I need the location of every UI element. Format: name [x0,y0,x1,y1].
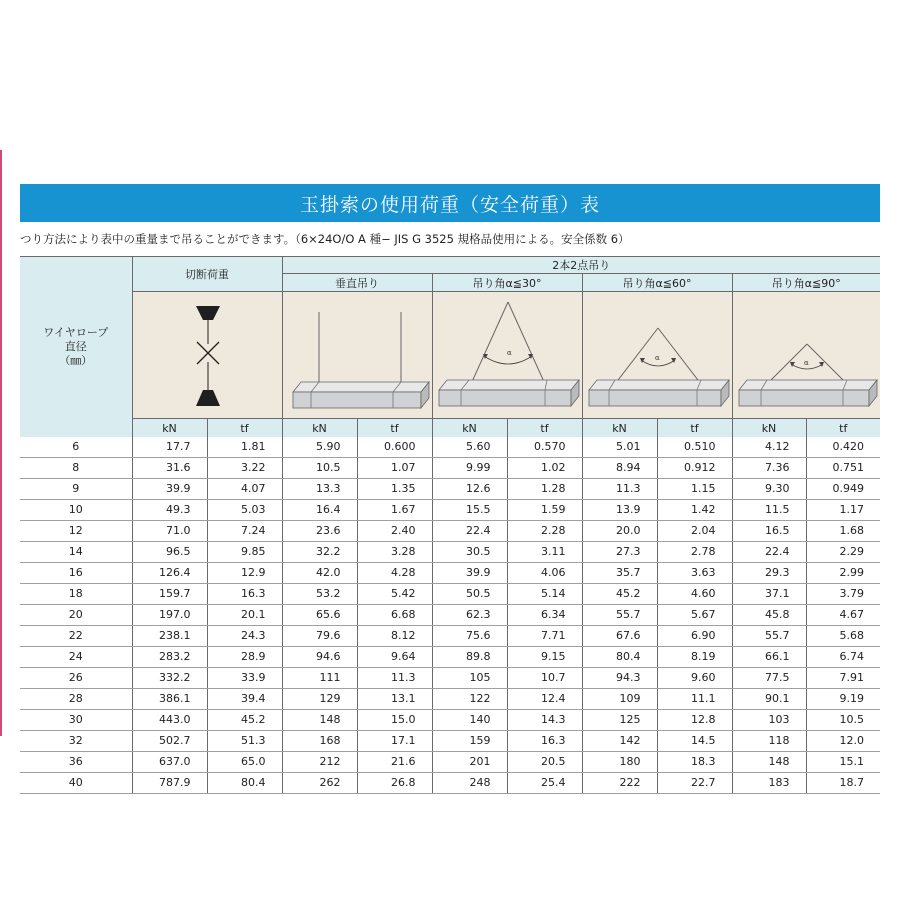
vertical-lift-label: 垂直吊り [335,276,379,290]
table-row [20,647,880,668]
cell-breaking-kn: 283.2 [132,647,207,668]
cell-diameter: 10 [20,500,132,521]
cell-angle90-tf: 12.0 [806,731,880,752]
cell-angle30-kn: 159 [432,731,507,752]
vertical-lift-header [282,274,432,292]
cell-vertical-tf: 1.35 [357,479,432,500]
angle90-header [732,274,880,292]
cell-vertical-kn: 5.90 [282,437,357,458]
cell-diameter: 14 [20,542,132,563]
cell-breaking-tf: 28.9 [207,647,282,668]
cell-diameter: 20 [20,605,132,626]
table-row [20,668,880,689]
angle60-label: 吊り角α≦60° [622,276,692,290]
cell-diameter: 16 [20,563,132,584]
cell-angle60-tf: 4.60 [657,584,732,605]
cell-angle90-kn: 4.12 [732,437,806,458]
table-body [20,437,880,794]
cell-angle60-tf: 8.19 [657,647,732,668]
cell-angle30-kn: 12.6 [432,479,507,500]
cell-breaking-kn: 17.7 [132,437,207,458]
cell-angle90-kn: 103 [732,710,806,731]
cell-diameter: 18 [20,584,132,605]
cell-angle30-kn: 75.6 [432,626,507,647]
cell-angle90-kn: 29.3 [732,563,806,584]
cell-angle30-kn: 122 [432,689,507,710]
table-row [20,773,880,794]
cell-angle30-kn: 15.5 [432,500,507,521]
cell-vertical-kn: 212 [282,752,357,773]
cell-vertical-kn: 16.4 [282,500,357,521]
cell-angle30-tf: 2.28 [507,521,582,542]
cell-angle60-tf: 0.912 [657,458,732,479]
cell-angle60-kn: 80.4 [582,647,657,668]
cell-angle90-tf: 1.68 [806,521,880,542]
cell-angle60-kn: 109 [582,689,657,710]
unit-breaking-tf: tf [207,419,282,438]
cell-angle30-tf: 3.11 [507,542,582,563]
cell-angle90-tf: 0.751 [806,458,880,479]
vertical-lift-icon [283,292,433,418]
cell-breaking-kn: 197.0 [132,605,207,626]
table-row [20,479,880,500]
unit-angle90-kn: kN [732,419,806,438]
cell-breaking-kn: 637.0 [132,752,207,773]
cell-vertical-kn: 23.6 [282,521,357,542]
cell-angle60-kn: 142 [582,731,657,752]
cell-breaking-tf: 9.85 [207,542,282,563]
cell-diameter: 6 [20,437,132,458]
two-point-header [282,257,880,274]
cell-angle30-kn: 201 [432,752,507,773]
cell-angle30-tf: 0.570 [507,437,582,458]
rope-diameter-label-2: 直径 [64,340,87,353]
cell-breaking-tf: 20.1 [207,605,282,626]
cell-breaking-tf: 51.3 [207,731,282,752]
rope-diameter-header [20,257,132,438]
cell-vertical-tf: 0.600 [357,437,432,458]
table-row [20,542,880,563]
angle30-diagram [432,292,582,419]
cell-vertical-tf: 9.64 [357,647,432,668]
cell-breaking-kn: 332.2 [132,668,207,689]
breaking-load-header [132,257,282,292]
cell-vertical-kn: 111 [282,668,357,689]
cell-angle90-tf: 9.19 [806,689,880,710]
breaking-load-label: 切断荷重 [185,268,229,281]
cell-angle60-tf: 22.7 [657,773,732,794]
cell-angle60-kn: 27.3 [582,542,657,563]
table-row [20,689,880,710]
cell-breaking-tf: 16.3 [207,584,282,605]
cell-angle30-tf: 6.34 [507,605,582,626]
cell-vertical-kn: 79.6 [282,626,357,647]
table-header [20,257,880,438]
cell-angle90-kn: 183 [732,773,806,794]
cell-diameter: 26 [20,668,132,689]
cell-angle30-tf: 1.59 [507,500,582,521]
cell-vertical-tf: 4.28 [357,563,432,584]
cell-angle90-kn: 7.36 [732,458,806,479]
cell-angle90-tf: 1.17 [806,500,880,521]
cell-angle90-kn: 37.1 [732,584,806,605]
cell-angle60-tf: 14.5 [657,731,732,752]
two-point-label: 2本2点吊り [552,259,611,272]
cell-angle90-tf: 3.79 [806,584,880,605]
subtitle-note: つり方法により表中の重量まで吊ることができます。（6×24O/O A 種− JIS G 3525 規格品使用による。安全係数 6） [20,232,630,246]
cell-angle30-tf: 1.02 [507,458,582,479]
cell-angle60-tf: 11.1 [657,689,732,710]
table-row [20,731,880,752]
cell-angle60-tf: 12.8 [657,710,732,731]
cell-vertical-kn: 53.2 [282,584,357,605]
sling-90-icon [733,292,881,418]
cell-vertical-kn: 10.5 [282,458,357,479]
cell-vertical-kn: 42.0 [282,563,357,584]
breaking-test-icon [133,292,283,418]
unit-angle60-tf: tf [657,419,732,438]
angle90-alpha-label: α [803,359,809,367]
unit-vertical-kn: kN [282,419,357,438]
cell-vertical-tf: 15.0 [357,710,432,731]
cell-angle60-kn: 222 [582,773,657,794]
cell-angle90-kn: 22.4 [732,542,806,563]
cell-angle90-tf: 7.91 [806,668,880,689]
cell-vertical-kn: 262 [282,773,357,794]
sling-30-icon [433,292,583,418]
cell-angle90-tf: 10.5 [806,710,880,731]
cell-angle60-kn: 13.9 [582,500,657,521]
table-row [20,521,880,542]
cell-angle90-kn: 66.1 [732,647,806,668]
breaking-test-diagram [132,292,282,419]
cell-angle90-kn: 55.7 [732,626,806,647]
table-row [20,584,880,605]
cell-diameter: 32 [20,731,132,752]
cell-angle30-tf: 4.06 [507,563,582,584]
cell-breaking-kn: 71.0 [132,521,207,542]
page-title-text: 玉掛索の使用荷重（安全荷重）表 [299,193,600,216]
cell-angle60-tf: 1.42 [657,500,732,521]
cell-breaking-kn: 238.1 [132,626,207,647]
cell-angle60-kn: 20.0 [582,521,657,542]
unit-vertical-tf: tf [357,419,432,438]
angle60-alpha-label: α [654,354,660,362]
cell-breaking-kn: 126.4 [132,563,207,584]
cell-breaking-kn: 443.0 [132,710,207,731]
cell-angle60-kn: 180 [582,752,657,773]
cell-angle30-tf: 14.3 [507,710,582,731]
cell-angle90-tf: 0.420 [806,437,880,458]
cell-breaking-kn: 502.7 [132,731,207,752]
cell-breaking-tf: 80.4 [207,773,282,794]
angle30-label: 吊り角α≦30° [472,276,542,290]
cell-angle90-tf: 4.67 [806,605,880,626]
left-accent-line [0,150,2,736]
cell-angle90-tf: 6.74 [806,647,880,668]
load-table [20,256,880,794]
cell-breaking-kn: 787.9 [132,773,207,794]
cell-diameter: 8 [20,458,132,479]
cell-vertical-kn: 168 [282,731,357,752]
cell-angle90-kn: 11.5 [732,500,806,521]
cell-vertical-kn: 129 [282,689,357,710]
cell-breaking-tf: 33.9 [207,668,282,689]
cell-vertical-tf: 6.68 [357,605,432,626]
cell-breaking-kn: 31.6 [132,458,207,479]
rope-diameter-label-3: （㎜） [59,354,93,367]
cell-vertical-kn: 65.6 [282,605,357,626]
table-row [20,605,880,626]
cell-breaking-tf: 4.07 [207,479,282,500]
cell-angle30-kn: 62.3 [432,605,507,626]
angle90-label: 吊り角α≦90° [771,276,841,290]
cell-vertical-tf: 17.1 [357,731,432,752]
cell-angle60-kn: 55.7 [582,605,657,626]
table-row [20,500,880,521]
cell-angle30-kn: 39.9 [432,563,507,584]
cell-angle30-tf: 9.15 [507,647,582,668]
cell-breaking-tf: 7.24 [207,521,282,542]
angle30-header [432,274,582,292]
angle60-header [582,274,732,292]
angle90-diagram [732,292,880,419]
cell-angle30-tf: 12.4 [507,689,582,710]
cell-vertical-tf: 1.07 [357,458,432,479]
cell-breaking-tf: 5.03 [207,500,282,521]
cell-vertical-kn: 32.2 [282,542,357,563]
cell-vertical-kn: 94.6 [282,647,357,668]
vertical-lift-diagram [282,292,432,419]
cell-angle60-tf: 1.15 [657,479,732,500]
cell-vertical-kn: 148 [282,710,357,731]
cell-angle30-kn: 105 [432,668,507,689]
cell-angle30-kn: 22.4 [432,521,507,542]
unit-angle30-tf: tf [507,419,582,438]
cell-angle60-kn: 125 [582,710,657,731]
cell-diameter: 9 [20,479,132,500]
cell-angle30-tf: 20.5 [507,752,582,773]
cell-diameter: 22 [20,626,132,647]
cell-angle30-tf: 7.71 [507,626,582,647]
angle30-alpha-label: α [506,349,512,357]
cell-breaking-kn: 96.5 [132,542,207,563]
cell-angle30-kn: 89.8 [432,647,507,668]
cell-angle90-kn: 90.1 [732,689,806,710]
cell-angle90-tf: 18.7 [806,773,880,794]
cell-breaking-kn: 49.3 [132,500,207,521]
cell-breaking-tf: 12.9 [207,563,282,584]
cell-vertical-kn: 13.3 [282,479,357,500]
sling-60-icon [583,292,733,418]
cell-vertical-tf: 11.3 [357,668,432,689]
cell-angle60-kn: 94.3 [582,668,657,689]
cell-angle90-kn: 118 [732,731,806,752]
cell-breaking-tf: 39.4 [207,689,282,710]
cell-angle60-tf: 9.60 [657,668,732,689]
cell-angle90-kn: 77.5 [732,668,806,689]
cell-angle60-kn: 5.01 [582,437,657,458]
cell-angle60-tf: 18.3 [657,752,732,773]
cell-angle30-kn: 50.5 [432,584,507,605]
cell-angle60-tf: 6.90 [657,626,732,647]
cell-angle60-kn: 11.3 [582,479,657,500]
unit-angle30-kn: kN [432,419,507,438]
table-row [20,626,880,647]
page-title [20,184,880,222]
cell-angle60-tf: 2.04 [657,521,732,542]
cell-vertical-tf: 3.28 [357,542,432,563]
cell-angle60-kn: 45.2 [582,584,657,605]
cell-breaking-kn: 386.1 [132,689,207,710]
cell-vertical-tf: 21.6 [357,752,432,773]
cell-angle90-kn: 9.30 [732,479,806,500]
cell-angle30-kn: 9.99 [432,458,507,479]
cell-angle90-tf: 0.949 [806,479,880,500]
cell-vertical-tf: 1.67 [357,500,432,521]
table-row [20,752,880,773]
table-row [20,710,880,731]
cell-angle30-kn: 30.5 [432,542,507,563]
cell-breaking-tf: 65.0 [207,752,282,773]
cell-vertical-tf: 13.1 [357,689,432,710]
cell-angle30-kn: 5.60 [432,437,507,458]
cell-breaking-kn: 39.9 [132,479,207,500]
cell-angle90-tf: 15.1 [806,752,880,773]
cell-angle60-kn: 67.6 [582,626,657,647]
rope-diameter-label-1: ワイヤロープ [43,326,109,339]
cell-angle30-tf: 16.3 [507,731,582,752]
cell-vertical-tf: 5.42 [357,584,432,605]
cell-breaking-tf: 45.2 [207,710,282,731]
cell-angle60-tf: 5.67 [657,605,732,626]
cell-angle60-tf: 0.510 [657,437,732,458]
cell-breaking-tf: 3.22 [207,458,282,479]
cell-vertical-tf: 8.12 [357,626,432,647]
cell-angle30-tf: 25.4 [507,773,582,794]
cell-angle60-kn: 8.94 [582,458,657,479]
cell-angle90-tf: 2.99 [806,563,880,584]
table-row [20,437,880,458]
unit-breaking-kn: kN [132,419,207,438]
cell-breaking-tf: 24.3 [207,626,282,647]
cell-angle30-tf: 1.28 [507,479,582,500]
unit-angle60-kn: kN [582,419,657,438]
cell-diameter: 30 [20,710,132,731]
table-row [20,563,880,584]
table-row [20,458,880,479]
cell-vertical-tf: 2.40 [357,521,432,542]
cell-breaking-kn: 159.7 [132,584,207,605]
cell-angle90-kn: 16.5 [732,521,806,542]
cell-angle30-tf: 5.14 [507,584,582,605]
cell-diameter: 36 [20,752,132,773]
cell-angle30-kn: 140 [432,710,507,731]
cell-vertical-tf: 26.8 [357,773,432,794]
cell-angle90-kn: 148 [732,752,806,773]
cell-angle60-kn: 35.7 [582,563,657,584]
unit-angle90-tf: tf [806,419,880,438]
cell-angle90-kn: 45.8 [732,605,806,626]
cell-angle30-kn: 248 [432,773,507,794]
cell-diameter: 28 [20,689,132,710]
angle60-diagram [582,292,732,419]
cell-angle60-tf: 3.63 [657,563,732,584]
cell-diameter: 12 [20,521,132,542]
cell-diameter: 40 [20,773,132,794]
cell-breaking-tf: 1.81 [207,437,282,458]
cell-diameter: 24 [20,647,132,668]
cell-angle30-tf: 10.7 [507,668,582,689]
cell-angle90-tf: 5.68 [806,626,880,647]
cell-angle90-tf: 2.29 [806,542,880,563]
cell-angle60-tf: 2.78 [657,542,732,563]
